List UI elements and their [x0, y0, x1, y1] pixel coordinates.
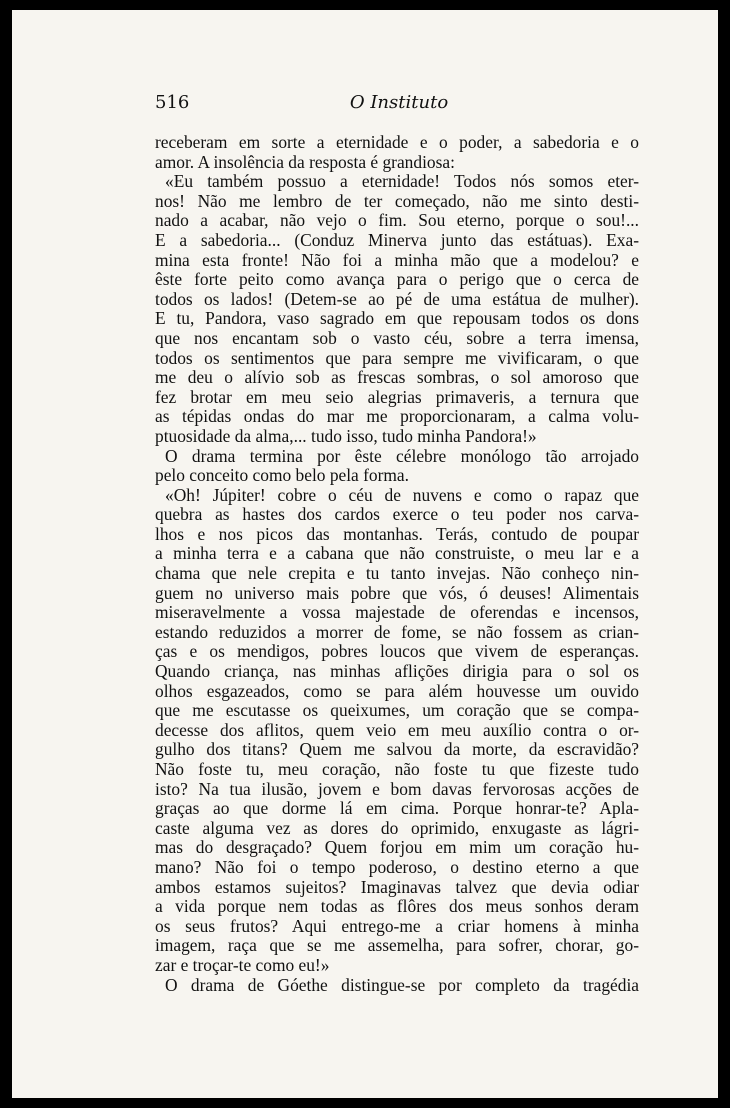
- text-line: O drama termina por êste célebre monólogo tão arrojado: [165, 445, 639, 466]
- text-line: isto? Na tua ilusão, jovem e bom davas fervorosas acções de: [155, 778, 639, 799]
- text-line: imagem, raça que se me assemelha, para sofrer, chorar, go-: [155, 935, 639, 956]
- text-line: miseravelmente a vossa majestade de oferendas e incensos,: [155, 602, 639, 623]
- text-line: êste forte peito como avança para o perigo que o cerca de: [155, 269, 639, 290]
- text-line: E tu, Pandora, vaso sagrado em que repousam todos os dons: [155, 308, 639, 329]
- text-line: chama que nele crepita e tu tanto invejas. Não conheço nin-: [155, 563, 639, 584]
- text-line: E a sabedoria... (Conduz Minerva junto das estátuas). Exa-: [155, 229, 639, 250]
- page-header: [155, 92, 643, 116]
- page-number: 516: [155, 92, 190, 113]
- text-line: zar e troçar-te como eu!»: [155, 954, 330, 975]
- body-text: [155, 133, 639, 995]
- text-line: caste alguma vez as dores do oprimido, enxugaste as lágri-: [155, 817, 639, 838]
- text-line: que nos encantam sob o vasto céu, sobre a terra imensa,: [155, 327, 639, 348]
- text-line: «Eu também possuo a eternidade! Todos nós somos eter-: [165, 171, 639, 192]
- text-line: mano? Não foi o tempo poderoso, o destino eterno a que: [155, 856, 639, 877]
- text-line: amor. A insolência da resposta é grandiosa:: [155, 151, 455, 172]
- text-line: estando reduzidos a morrer de fome, se não fossem as crian-: [155, 621, 639, 642]
- text-line: todos os sentimentos que para sempre me vivificaram, o que: [155, 347, 639, 368]
- text-line: os seus frutos? Aqui entrego-me a criar homens à minha: [155, 915, 639, 936]
- text-line: Quando criança, nas minhas aflições dirigia para o sol os: [155, 661, 639, 682]
- text-line: que me escutasse os queixumes, um coração que se compa-: [155, 700, 639, 721]
- text-line: fez brotar em meu seio alegrias primaveris, a ternura que: [155, 386, 639, 407]
- text-line: ambos estamos sujeitos? Imaginavas talvez que devia odiar: [155, 876, 639, 897]
- text-line: a vida porque nem todas as flôres dos meus sonhos deram: [155, 896, 639, 917]
- text-line: gulho dos titans? Quem me salvou da morte, da escravidão?: [155, 739, 639, 760]
- text-line: as tépidas ondas do mar me proporcionaram, a calma volu-: [155, 406, 639, 427]
- text-line: O drama de Góethe distingue-se por completo da tragédia: [165, 974, 639, 995]
- text-line: graças ao que dorme lá em cima. Porque honrar-te? Apla-: [155, 798, 639, 819]
- text-line: decesse dos aflitos, quem veio em meu auxílio contra o or-: [155, 719, 639, 740]
- text-line: mas do desgraçado? Quem forjou em mim um coração hu-: [155, 837, 639, 858]
- text-line: a minha terra e a cabana que não construiste, o meu lar e a: [155, 543, 639, 564]
- text-line: lhos e nos picos das montanhas. Terás, contudo de poupar: [155, 523, 639, 544]
- running-title: O Instituto: [349, 92, 449, 113]
- text-line: Não foste tu, meu coração, não foste tu que fizeste tudo: [155, 759, 639, 779]
- text-line: receberam em sorte a eternidade e o poder, a sabedoria e o: [155, 132, 639, 152]
- text-line: nos! Não me lembro de ter começado, não me sinto desti-: [155, 190, 639, 211]
- text-line: todos os lados! (Detem-se ao pé de uma estátua de mulher).: [155, 288, 639, 309]
- text-line: nado a acabar, não vejo o fim. Sou eterno, porque o sou!...: [155, 210, 639, 231]
- text-line: ças e os mendigos, pobres loucos que vivem de esperanças.: [155, 641, 639, 662]
- text-line: ptuosidade da alma,... tudo isso, tudo minha Pandora!»: [155, 425, 537, 446]
- text-line: me deu o alívio sob as frescas sombras, o sol amoroso que: [155, 367, 639, 388]
- text-line: quebra as hastes dos cardos exerce o teu poder nos carva-: [155, 504, 639, 525]
- text-line: mina esta fronte! Não foi a minha mão que a modelou? e: [155, 249, 639, 270]
- text-line: pelo conceito como belo pela forma.: [155, 465, 409, 486]
- text-line: olhos esgazeados, como se para além houvesse um ouvido: [155, 680, 639, 701]
- text-line: guem no universo mais pobre que vós, ó deuses! Alimentais: [155, 582, 639, 603]
- text-line: «Oh! Júpiter! cobre o céu de nuvens e como o rapaz que: [165, 484, 639, 505]
